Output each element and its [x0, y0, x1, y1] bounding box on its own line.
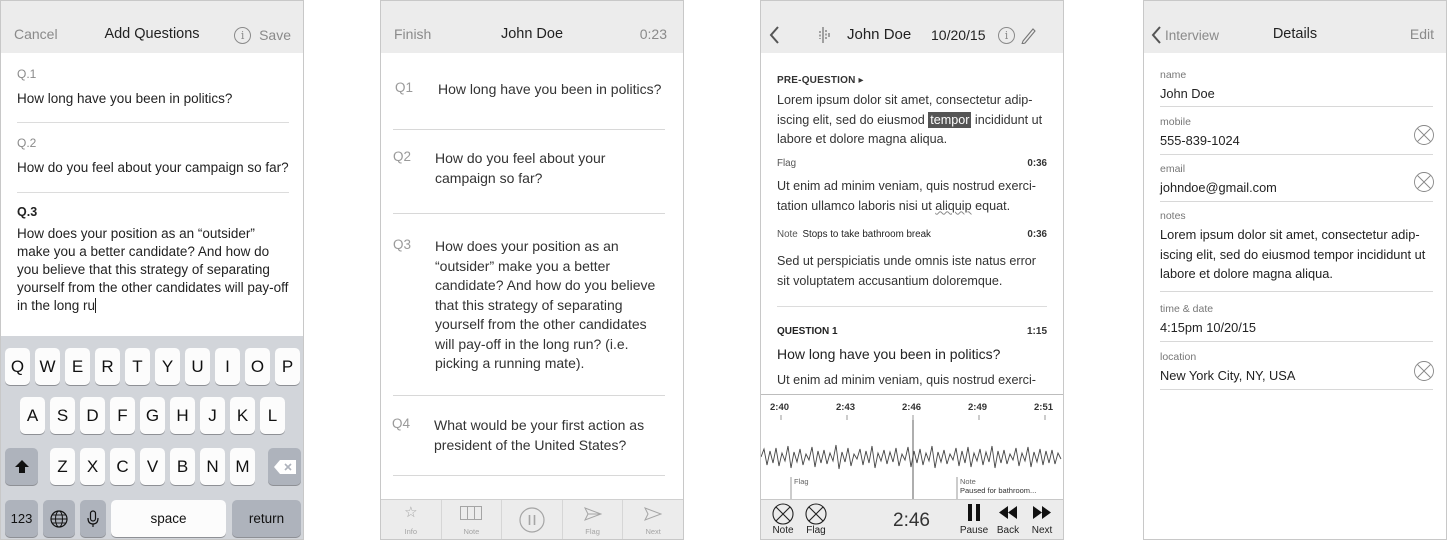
pre-question-header[interactable]: [777, 70, 1047, 88]
playback-time: 2:46: [893, 510, 930, 531]
question-text: How long have you been in politics?: [777, 346, 1001, 362]
transcript-paragraph: Ut enim ad minim veniam, quis nostrud exerci-: [777, 373, 1036, 387]
question-item[interactable]: [17, 136, 289, 177]
key-m[interactable]: M: [230, 448, 255, 485]
key-o[interactable]: O: [245, 348, 270, 385]
pause-icon: [519, 507, 545, 533]
flag-label: Flag: [806, 525, 826, 536]
question-number: Q4: [392, 416, 411, 431]
timeline-tick-label: 2:43: [836, 402, 856, 413]
question-number: Q1: [395, 80, 414, 95]
key-c[interactable]: C: [110, 448, 135, 485]
globe-icon: [50, 510, 68, 528]
question-item[interactable]: [393, 237, 665, 377]
question-number: Q3: [393, 237, 412, 252]
back-to-interview-button[interactable]: [1151, 26, 1219, 44]
numbers-key[interactable]: 123: [5, 500, 38, 537]
note-text: Stops to take bathroom break: [802, 229, 931, 240]
question-text: How does your position as an “outsider” make you a better candidate? And how do you believe that this strategy of separating yourself from the other candidates will pay-off in the long run? (i.e. picking a running mate).: [435, 238, 656, 371]
key-l[interactable]: L: [260, 397, 285, 434]
transcript-text: incididunt ut labore et dolore magna aliqua.: [777, 112, 1043, 146]
page-title: Add Questions: [104, 26, 200, 42]
field-label: name: [1160, 69, 1187, 81]
transcript-paragraph: [777, 91, 1047, 150]
toolbar-label: Note: [463, 527, 480, 536]
finish-button[interactable]: Finish: [394, 26, 432, 42]
divider: [17, 122, 289, 123]
field-label: notes: [1160, 210, 1186, 222]
add-note-button[interactable]: [770, 503, 796, 536]
divider: [1160, 389, 1433, 390]
divider: [1160, 201, 1433, 202]
key-j[interactable]: J: [200, 397, 225, 434]
field-label: time & date: [1160, 303, 1214, 315]
key-t[interactable]: T: [125, 348, 150, 385]
question-label: Q.3: [17, 205, 38, 219]
microphone-icon: [87, 510, 99, 528]
pause-label: Pause: [959, 525, 989, 536]
question-text: How long have you been in politics?: [438, 81, 662, 97]
pause-icon: [967, 504, 981, 521]
back-label: Interview: [1165, 27, 1220, 43]
page-title: John Doe: [847, 26, 912, 43]
divider: [1160, 106, 1433, 107]
question-text-input[interactable]: [17, 225, 289, 315]
keyboard: [1, 336, 303, 540]
field-value: New York City, NY, USA: [1160, 368, 1296, 383]
transcript-screen: [760, 0, 1064, 540]
add-flag-button[interactable]: [803, 503, 829, 536]
question-text: How long have you been in politics?: [17, 91, 233, 106]
divider: [17, 192, 289, 193]
question-header[interactable]: [777, 326, 1047, 337]
divider: [393, 475, 665, 476]
page-title: Details: [1272, 26, 1318, 42]
divider: [1160, 341, 1433, 342]
key-z[interactable]: Z: [50, 448, 75, 485]
timeline-tick-label: 2:46: [902, 402, 922, 413]
divider: [1160, 154, 1433, 155]
next-button[interactable]: [1029, 506, 1055, 536]
divider: [1160, 291, 1433, 292]
playback-toolbar: [761, 499, 1063, 539]
star-icon: ☆: [404, 504, 418, 521]
flag-marker-row[interactable]: [777, 158, 1047, 169]
field-value: 555-839-1024: [1160, 133, 1240, 148]
flag-label: Flag: [777, 158, 797, 169]
note-label: Note: [772, 525, 794, 536]
backspace-key[interactable]: [268, 448, 301, 485]
save-button[interactable]: Save: [259, 26, 291, 43]
question-item[interactable]: [393, 149, 665, 189]
globe-key[interactable]: [43, 500, 75, 537]
interview-timer: 0:23: [639, 26, 667, 42]
dictation-key[interactable]: [80, 500, 106, 537]
field-label: mobile: [1160, 116, 1191, 128]
clear-location-icon[interactable]: [1414, 361, 1434, 381]
key-y[interactable]: Y: [155, 348, 180, 385]
note-label: Note: [777, 229, 798, 240]
note-timestamp: 0:36: [1027, 229, 1047, 240]
details-screen: [1143, 0, 1447, 540]
nav-bar: [761, 1, 1063, 53]
key-s[interactable]: S: [50, 397, 75, 434]
question-label: Q.2: [17, 136, 37, 150]
question-timestamp: 1:15: [1026, 326, 1047, 337]
field-notes[interactable]: [1160, 210, 1433, 284]
field-value: 4:15pm 10/20/15: [1160, 320, 1257, 335]
timeline-tick-label: 2:40: [770, 402, 790, 413]
transcript-text: equat.: [971, 198, 1011, 213]
divider: [393, 395, 665, 396]
cancel-button[interactable]: Cancel: [14, 26, 58, 42]
key-d[interactable]: D: [80, 397, 105, 434]
next-label: Next: [1031, 525, 1053, 536]
return-key[interactable]: return: [232, 500, 301, 537]
key-k[interactable]: K: [230, 397, 255, 434]
field-location[interactable]: [1160, 351, 1433, 386]
key-r[interactable]: R: [95, 348, 120, 385]
transcript-paragraph: Sed ut perspiciatis unde omnis iste natus error sit voluptatem accusantium doloremque.: [777, 254, 1037, 288]
nav-bar: [1, 1, 303, 53]
flagged-word[interactable]: aliquip: [935, 198, 972, 213]
toolbar-label: Info: [404, 527, 418, 536]
key-n[interactable]: N: [200, 448, 225, 485]
pause-button[interactable]: [502, 500, 563, 539]
nav-bar: [1144, 1, 1446, 53]
nav-bar: [381, 1, 683, 53]
flag-x-icon: [805, 503, 827, 525]
next-button[interactable]: [623, 500, 683, 539]
audio-timeline[interactable]: [761, 394, 1063, 502]
field-value: Lorem ipsum dolor sit amet, consectetur adip-iscing elit, sed do eiusmod tempor incididunt ut labore et dolore magna aliqua.: [1160, 227, 1426, 281]
flag-button[interactable]: [563, 500, 624, 539]
key-f[interactable]: F: [110, 397, 135, 434]
next-icon: [644, 507, 662, 521]
backspace-icon: [274, 460, 296, 474]
back-chevron-icon[interactable]: [769, 26, 780, 44]
flag-timestamp: 0:36: [1027, 158, 1047, 169]
edit-pencil-icon[interactable]: [1020, 27, 1036, 44]
pause-button[interactable]: [959, 504, 989, 536]
question-number: Q2: [393, 149, 412, 164]
key-p[interactable]: P: [275, 348, 300, 385]
timeline-flag-marker[interactable]: Flag: [794, 477, 809, 486]
key-u[interactable]: U: [185, 348, 210, 385]
nav-actions: [234, 26, 291, 44]
toolbar: [381, 499, 683, 539]
timeline-tick-label: 2:51: [1034, 402, 1054, 413]
field-email[interactable]: [1160, 163, 1433, 198]
back-chevron-icon: [1151, 26, 1162, 44]
clear-mobile-icon[interactable]: [1414, 125, 1434, 145]
transcript-paragraph: [777, 177, 1047, 216]
question-label: Q.1: [17, 67, 37, 81]
audio-icon[interactable]: [817, 26, 833, 44]
transcript-text: Lorem ipsum dolor sit amet, consectetur adip-iscing elit, sed do eiusmod: [777, 93, 1033, 127]
interview-questions-screen: [380, 0, 684, 540]
add-questions-screen: [0, 0, 304, 540]
key-q[interactable]: Q: [5, 348, 30, 385]
text-cursor: [95, 298, 96, 313]
question-item[interactable]: [392, 416, 665, 456]
field-label: email: [1160, 163, 1186, 175]
fast-forward-icon: [1033, 506, 1051, 519]
question-item-editing[interactable]: [17, 205, 289, 315]
timeline-note-marker[interactable]: Note: [960, 477, 976, 486]
timeline-note-text: Paused for bathroom...: [960, 486, 1037, 495]
field-mobile[interactable]: [1160, 116, 1433, 151]
pre-question-label: PRE-QUESTION ▸: [777, 75, 864, 86]
highlighted-word[interactable]: tempor: [930, 112, 970, 127]
key-v[interactable]: V: [140, 448, 165, 485]
toolbar-label: Next: [645, 527, 661, 536]
shift-icon: [14, 459, 30, 475]
info-icon[interactable]: i: [234, 27, 251, 44]
divider: [777, 306, 1047, 307]
question-text: What would be your first action as president of the United States?: [434, 417, 645, 453]
question-text: How do you feel about your campaign so far?: [17, 160, 289, 175]
field-value: johndoe@gmail.com: [1160, 180, 1277, 195]
note-marker-row[interactable]: [777, 229, 1047, 240]
field-name[interactable]: [1160, 69, 1433, 104]
note-x-icon: [772, 503, 794, 525]
key-i[interactable]: I: [215, 348, 240, 385]
key-h[interactable]: H: [170, 397, 195, 434]
timeline-tick-label: 2:49: [968, 402, 988, 413]
question-label: QUESTION 1: [777, 326, 838, 337]
question-item[interactable]: [395, 80, 665, 120]
question-text-value: How does your position as an “outsider” make you a better candidate? And how do you believe that this strategy of separating yourself from the other candidates will pay-off in the long ru: [17, 226, 289, 313]
field-time-date[interactable]: [1160, 303, 1433, 338]
space-key[interactable]: space: [111, 500, 226, 537]
field-label: location: [1160, 351, 1197, 363]
question-text: How do you feel about your campaign so far?: [435, 150, 606, 186]
flag-icon: [584, 507, 602, 521]
columns-icon: [460, 506, 482, 520]
question-item[interactable]: [17, 67, 289, 108]
note-button[interactable]: [442, 500, 503, 539]
key-a[interactable]: A: [20, 397, 45, 434]
key-b[interactable]: B: [170, 448, 195, 485]
key-g[interactable]: G: [140, 397, 165, 434]
toolbar-label: Flag: [585, 527, 600, 536]
divider: [393, 129, 665, 130]
field-value: John Doe: [1160, 86, 1215, 101]
shift-key[interactable]: [5, 448, 38, 485]
rewind-icon: [999, 506, 1017, 519]
back-button[interactable]: [995, 506, 1021, 536]
back-label: Back: [996, 525, 1020, 536]
page-title: John Doe: [500, 26, 564, 42]
key-e[interactable]: E: [65, 348, 90, 385]
transcript-text: Ut enim ad minim veniam, quis nostrud exerci-tation ullamco laboris nisi ut: [777, 179, 1036, 213]
divider: [393, 213, 665, 214]
key-x[interactable]: X: [80, 448, 105, 485]
interview-date: 10/20/15: [931, 27, 986, 43]
clear-email-icon[interactable]: [1414, 172, 1434, 192]
info-icon[interactable]: i: [998, 27, 1015, 44]
key-w[interactable]: W: [35, 348, 60, 385]
info-button[interactable]: [381, 500, 442, 539]
edit-button[interactable]: Edit: [1409, 26, 1434, 42]
